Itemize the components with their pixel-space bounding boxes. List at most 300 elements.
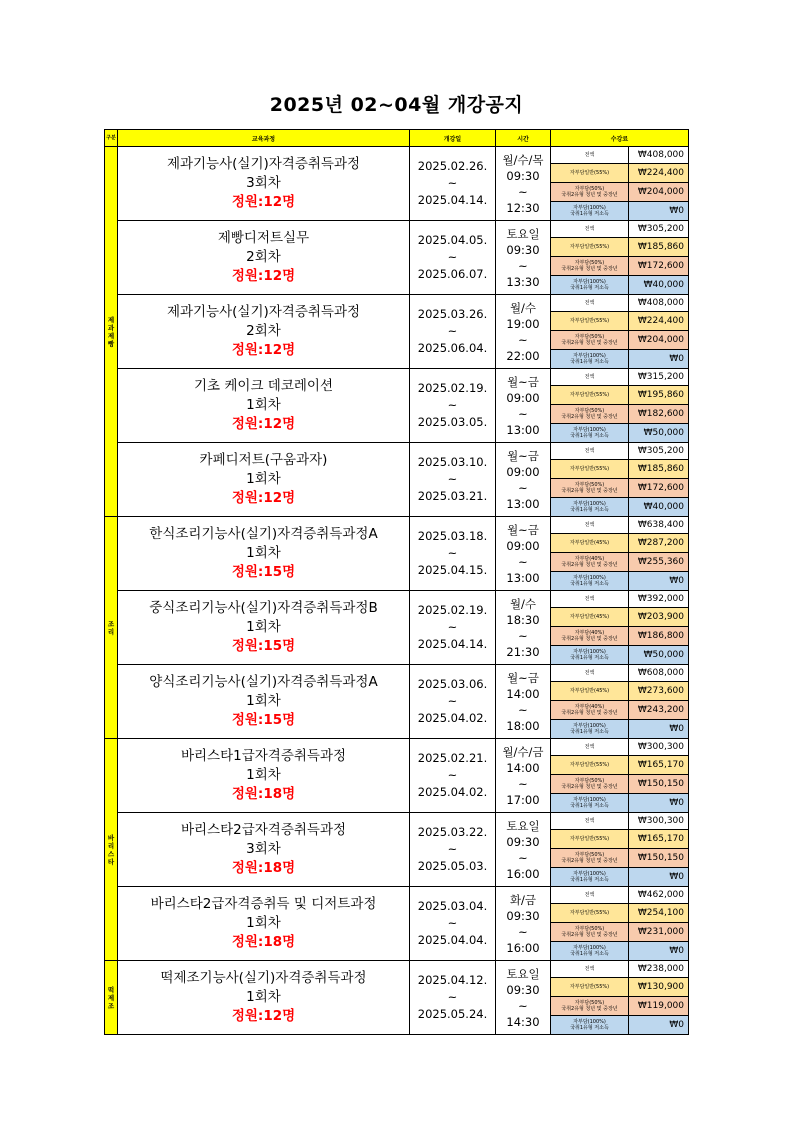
period-tilde: ~ <box>447 990 458 1004</box>
fee-cell <box>551 369 689 443</box>
time-start: 19:00 <box>506 316 540 331</box>
start-date: 2025.03.18. <box>417 529 488 543</box>
fee-label-main: 자부담일반(55%) <box>569 466 610 472</box>
fee-amount: ₩408,000 <box>637 298 684 308</box>
time-tilde: ~ <box>518 702 528 717</box>
fee-row <box>551 534 688 553</box>
fee-label-main: 자부담일반(55%) <box>569 836 610 842</box>
time-end: 13:00 <box>506 570 540 585</box>
course-capacity: 정원:18명 <box>231 860 296 876</box>
fee-amount: ₩40,000 <box>643 280 684 290</box>
fee-amount: ₩392,000 <box>637 594 684 604</box>
fee-label <box>551 257 629 275</box>
fee-row <box>551 572 688 590</box>
fee-row <box>551 1016 688 1034</box>
fee-row <box>551 221 688 238</box>
fee-row <box>551 904 688 923</box>
fee-label-main: 자부담(100%) <box>573 279 606 285</box>
period-tilde: ~ <box>447 324 458 338</box>
fee-label-main: 자부담(50%) <box>574 260 605 266</box>
class-days: 월/수 <box>509 596 537 611</box>
fee-label <box>551 202 629 220</box>
fee-row <box>551 386 688 405</box>
course-capacity: 정원:18명 <box>231 934 296 950</box>
fee-cell <box>551 443 689 517</box>
time-start: 14:00 <box>506 760 540 775</box>
course-name: 제과기능사(실기)자격증취득과정 <box>166 304 361 320</box>
time-cell <box>496 739 551 813</box>
period-cell <box>410 369 496 443</box>
course-cell <box>118 147 410 221</box>
period-tilde: ~ <box>447 398 458 412</box>
fee-label-sub: 국취1유형 저소득 <box>570 655 609 661</box>
fee-label <box>551 238 629 256</box>
fee-row <box>551 257 688 276</box>
fee-amount: ₩165,170 <box>637 760 684 770</box>
course-name: 떡제조기능사(실기)자격증취득과정 <box>160 970 367 986</box>
table-row <box>105 147 689 221</box>
fee-row <box>551 443 688 460</box>
class-days: 토요일 <box>506 966 540 981</box>
fee-label-sub: 국취2유형 청년 및 중장년 <box>561 932 618 938</box>
fee-label-main: 전액 <box>584 522 595 528</box>
fee-label-main: 자부담일반(55%) <box>569 392 610 398</box>
end-date: 2025.04.04. <box>417 933 488 947</box>
fee-label <box>551 923 629 941</box>
fee-amount: ₩195,860 <box>637 390 684 400</box>
time-start: 09:30 <box>506 908 540 923</box>
fee-row <box>551 720 688 738</box>
table-header-row <box>105 130 689 147</box>
end-date: 2025.06.07. <box>417 267 488 281</box>
fee-label-main: 전액 <box>584 226 595 232</box>
time-tilde: ~ <box>518 406 528 421</box>
course-cell <box>118 739 410 813</box>
fee-row <box>551 868 688 886</box>
time-tilde: ~ <box>518 332 528 347</box>
fee-label-sub: 국취2유형 청년 및 중장년 <box>561 192 618 198</box>
fee-row <box>551 164 688 183</box>
course-name: 양식조리기능사(실기)자격증취득과정A <box>149 674 378 690</box>
fee-label <box>551 849 629 867</box>
course-round: 1회차 <box>246 471 281 487</box>
fee-row <box>551 479 688 498</box>
fee-label-sub: 국취1유형 저소득 <box>570 359 609 365</box>
period-cell <box>410 739 496 813</box>
fee-label <box>551 424 629 442</box>
fee-amount: ₩315,200 <box>637 372 684 382</box>
fee-label <box>551 386 629 404</box>
fee-label-main: 전액 <box>584 374 595 380</box>
course-round: 1회차 <box>246 619 281 635</box>
time-tilde: ~ <box>518 924 528 939</box>
fee-row <box>551 517 688 534</box>
fee-amount: ₩254,100 <box>637 908 684 918</box>
fee-label-main: 자부담(100%) <box>573 871 606 877</box>
time-end: 17:00 <box>506 792 540 807</box>
course-name: 카페디저트(구움과자) <box>199 452 328 468</box>
header-course: 교육과정 <box>118 130 410 147</box>
fee-row <box>551 646 688 664</box>
fee-amount: ₩119,000 <box>637 1001 684 1011</box>
course-capacity: 정원:12명 <box>231 416 296 432</box>
fee-cell <box>551 887 689 961</box>
time-end: 14:30 <box>506 1014 540 1029</box>
fee-label <box>551 739 629 755</box>
fee-amount: ₩50,000 <box>643 428 684 438</box>
fee-row <box>551 238 688 257</box>
fee-label <box>551 221 629 237</box>
fee-label <box>551 460 629 478</box>
fee-label-sub: 국취1유형 저소득 <box>570 877 609 883</box>
course-round: 2회차 <box>246 323 281 339</box>
fee-amount: ₩273,600 <box>637 686 684 696</box>
fee-row <box>551 405 688 424</box>
table-row <box>105 517 689 591</box>
table-row <box>105 961 689 1035</box>
time-end: 18:00 <box>506 718 540 733</box>
fee-amount: ₩408,000 <box>637 150 684 160</box>
time-tilde: ~ <box>518 258 528 273</box>
fee-label-main: 전액 <box>584 300 595 306</box>
fee-amount: ₩300,300 <box>637 816 684 826</box>
fee-label <box>551 1016 629 1034</box>
table-row <box>105 813 689 887</box>
fee-label <box>551 868 629 886</box>
fee-label <box>551 813 629 829</box>
fee-cell <box>551 665 689 739</box>
time-end: 16:00 <box>506 940 540 955</box>
time-cell <box>496 147 551 221</box>
fee-amount: ₩0 <box>669 798 684 808</box>
fee-cell <box>551 739 689 813</box>
fee-label-main: 자부담일반(45%) <box>569 688 610 694</box>
fee-label-sub: 국취1유형 저소득 <box>570 951 609 957</box>
fee-cell <box>551 961 689 1035</box>
start-date: 2025.03.04. <box>417 899 488 913</box>
fee-label <box>551 479 629 497</box>
fee-row <box>551 369 688 386</box>
fee-label <box>551 997 629 1015</box>
fee-row <box>551 775 688 794</box>
end-date: 2025.04.02. <box>417 711 488 725</box>
table-row <box>105 665 689 739</box>
category-cell: 제과제빵 <box>105 147 118 517</box>
time-tilde: ~ <box>518 998 528 1013</box>
time-end: 16:00 <box>506 866 540 881</box>
fee-label <box>551 756 629 774</box>
fee-label <box>551 312 629 330</box>
time-cell <box>496 961 551 1035</box>
fee-amount: ₩243,200 <box>637 705 684 715</box>
period-tilde: ~ <box>447 842 458 856</box>
course-name: 바리스타2급자격증취득과정 <box>180 822 347 838</box>
period-tilde: ~ <box>447 250 458 264</box>
course-round: 1회차 <box>246 989 281 1005</box>
course-round: 1회차 <box>246 693 281 709</box>
period-cell <box>410 221 496 295</box>
class-days: 월/수/금 <box>502 744 544 759</box>
time-tilde: ~ <box>518 184 528 199</box>
fee-row <box>551 887 688 904</box>
period-tilde: ~ <box>447 620 458 634</box>
fee-label <box>551 405 629 423</box>
fee-label <box>551 534 629 552</box>
course-capacity: 정원:15명 <box>231 712 296 728</box>
fee-label <box>551 978 629 996</box>
fee-row <box>551 460 688 479</box>
table-row <box>105 887 689 961</box>
fee-label <box>551 295 629 311</box>
course-cell <box>118 443 410 517</box>
start-date: 2025.02.26. <box>417 159 488 173</box>
time-end: 21:30 <box>506 644 540 659</box>
fee-row <box>551 682 688 701</box>
fee-amount: ₩185,860 <box>637 242 684 252</box>
fee-label-main: 자부담(50%) <box>574 186 605 192</box>
fee-label-main: 자부담(100%) <box>573 1019 606 1025</box>
course-capacity: 정원:15명 <box>231 638 296 654</box>
start-date: 2025.02.19. <box>417 603 488 617</box>
course-round: 2회차 <box>246 249 281 265</box>
course-name: 바리스타1급자격증취득과정 <box>180 748 347 764</box>
fee-amount: ₩165,170 <box>637 834 684 844</box>
header-fee: 수강료 <box>551 130 689 147</box>
fee-amount: ₩238,000 <box>637 964 684 974</box>
time-start: 09:30 <box>506 242 540 257</box>
course-cell <box>118 665 410 739</box>
course-cell <box>118 295 410 369</box>
fee-amount: ₩0 <box>669 576 684 586</box>
fee-row <box>551 942 688 960</box>
fee-label <box>551 147 629 163</box>
time-end: 12:30 <box>506 200 540 215</box>
fee-label-sub: 국취1유형 저소득 <box>570 433 609 439</box>
category-cell: 조리 <box>105 517 118 739</box>
fee-label <box>551 572 629 590</box>
table-row <box>105 295 689 369</box>
course-name: 기초 케이크 데코레이션 <box>194 378 333 394</box>
time-start: 14:00 <box>506 686 540 701</box>
fee-row <box>551 665 688 682</box>
time-start: 09:00 <box>506 538 540 553</box>
time-cell <box>496 887 551 961</box>
time-end: 13:30 <box>506 274 540 289</box>
fee-amount: ₩185,860 <box>637 464 684 474</box>
fee-amount: ₩150,150 <box>637 853 684 863</box>
fee-row <box>551 295 688 312</box>
fee-label-main: 전액 <box>584 818 595 824</box>
course-capacity: 정원:12명 <box>231 490 296 506</box>
fee-label-sub: 국취2유형 청년 및 중장년 <box>561 414 618 420</box>
fee-row <box>551 350 688 368</box>
fee-label <box>551 627 629 645</box>
class-days: 월/수 <box>509 300 537 315</box>
fee-label <box>551 720 629 738</box>
course-round: 1회차 <box>246 767 281 783</box>
fee-label-main: 전액 <box>584 448 595 454</box>
time-end: 13:00 <box>506 422 540 437</box>
period-cell <box>410 887 496 961</box>
end-date: 2025.03.21. <box>417 489 488 503</box>
course-cell <box>118 887 410 961</box>
end-date: 2025.04.15. <box>417 563 488 577</box>
class-days: 월~금 <box>507 522 539 537</box>
header-time: 시간 <box>496 130 551 147</box>
course-capacity: 정원:12명 <box>231 342 296 358</box>
table-row <box>105 221 689 295</box>
fee-label <box>551 794 629 812</box>
fee-label <box>551 646 629 664</box>
time-tilde: ~ <box>518 628 528 643</box>
fee-label-main: 자부담(100%) <box>573 649 606 655</box>
course-cell <box>118 813 410 887</box>
fee-label-sub: 국취2유형 청년 및 중장년 <box>561 710 618 716</box>
fee-amount: ₩182,600 <box>637 409 684 419</box>
fee-label-main: 자부담일반(55%) <box>569 318 610 324</box>
fee-row <box>551 978 688 997</box>
fee-label-sub: 국취1유형 저소득 <box>570 803 609 809</box>
fee-label-main: 자부담(50%) <box>574 926 605 932</box>
fee-row <box>551 608 688 627</box>
fee-label-main: 전액 <box>584 892 595 898</box>
fee-label-main: 자부담(100%) <box>573 353 606 359</box>
time-start: 18:30 <box>506 612 540 627</box>
period-cell <box>410 665 496 739</box>
fee-label-sub: 국취2유형 청년 및 중장년 <box>561 488 618 494</box>
course-schedule-table <box>104 129 689 1035</box>
course-capacity: 정원:15명 <box>231 564 296 580</box>
course-cell <box>118 961 410 1035</box>
end-date: 2025.06.04. <box>417 341 488 355</box>
fee-label-sub: 국취2유형 청년 및 중장년 <box>561 340 618 346</box>
period-cell <box>410 813 496 887</box>
fee-label <box>551 904 629 922</box>
class-days: 월/수/목 <box>502 152 544 167</box>
start-date: 2025.02.19. <box>417 381 488 395</box>
fee-row <box>551 591 688 608</box>
fee-amount: ₩224,400 <box>637 168 684 178</box>
fee-amount: ₩0 <box>669 354 684 364</box>
fee-row <box>551 424 688 442</box>
fee-cell <box>551 591 689 665</box>
fee-amount: ₩305,200 <box>637 446 684 456</box>
header-category: 구분 <box>105 130 118 147</box>
time-cell <box>496 813 551 887</box>
fee-row <box>551 997 688 1016</box>
fee-amount: ₩172,600 <box>637 261 684 271</box>
fee-row <box>551 498 688 516</box>
fee-label <box>551 276 629 294</box>
fee-amount: ₩287,200 <box>637 538 684 548</box>
fee-amount: ₩305,200 <box>637 224 684 234</box>
header-period: 개강일 <box>410 130 496 147</box>
time-cell <box>496 591 551 665</box>
fee-label-main: 자부담(100%) <box>573 797 606 803</box>
fee-label-main: 자부담(100%) <box>573 501 606 507</box>
time-end: 22:00 <box>506 348 540 363</box>
fee-label <box>551 183 629 201</box>
course-capacity: 정원:12명 <box>231 268 296 284</box>
table-row <box>105 443 689 517</box>
course-cell <box>118 369 410 443</box>
fee-amount: ₩204,000 <box>637 187 684 197</box>
fee-label-main: 전액 <box>584 596 595 602</box>
fee-amount: ₩224,400 <box>637 316 684 326</box>
fee-label-main: 자부담(50%) <box>574 1000 605 1006</box>
fee-label-main: 자부담(100%) <box>573 427 606 433</box>
fee-label-sub: 국취1유형 저소득 <box>570 211 609 217</box>
fee-row <box>551 276 688 294</box>
fee-label-main: 자부담(50%) <box>574 408 605 414</box>
fee-label <box>551 331 629 349</box>
fee-amount: ₩0 <box>669 872 684 882</box>
fee-amount: ₩608,000 <box>637 668 684 678</box>
time-start: 09:30 <box>506 834 540 849</box>
fee-cell <box>551 517 689 591</box>
fee-row <box>551 923 688 942</box>
fee-label <box>551 961 629 977</box>
fee-label <box>551 591 629 607</box>
fee-label-main: 자부담일반(55%) <box>569 170 610 176</box>
time-cell <box>496 665 551 739</box>
fee-amount: ₩40,000 <box>643 502 684 512</box>
course-name: 제빵디저트실무 <box>217 230 310 246</box>
period-tilde: ~ <box>447 916 458 930</box>
fee-label <box>551 350 629 368</box>
fee-row <box>551 739 688 756</box>
fee-label-sub: 국취2유형 청년 및 중장년 <box>561 1006 618 1012</box>
fee-label-main: 자부담일반(55%) <box>569 762 610 768</box>
end-date: 2025.04.02. <box>417 785 488 799</box>
fee-label <box>551 517 629 533</box>
fee-label <box>551 608 629 626</box>
period-tilde: ~ <box>447 472 458 486</box>
fee-amount: ₩0 <box>669 724 684 734</box>
fee-label <box>551 942 629 960</box>
time-tilde: ~ <box>518 776 528 791</box>
fee-label-sub: 국취1유형 저소득 <box>570 1025 609 1031</box>
end-date: 2025.04.14. <box>417 637 488 651</box>
fee-label-main: 자부담일반(55%) <box>569 910 610 916</box>
fee-label-main: 자부담일반(45%) <box>569 540 610 546</box>
time-tilde: ~ <box>518 480 528 495</box>
fee-label-sub: 국취2유형 청년 및 중장년 <box>561 636 618 642</box>
fee-label-main: 자부담(40%) <box>574 630 605 636</box>
fee-cell <box>551 221 689 295</box>
fee-cell <box>551 295 689 369</box>
fee-label <box>551 369 629 385</box>
fee-label <box>551 498 629 516</box>
fee-label-sub: 국취1유형 저소득 <box>570 285 609 291</box>
fee-label-sub: 국취2유형 청년 및 중장년 <box>561 784 618 790</box>
category-cell: 바리스타 <box>105 739 118 961</box>
course-round: 1회차 <box>246 397 281 413</box>
fee-label-main: 전액 <box>584 152 595 158</box>
fee-amount: ₩0 <box>669 1020 684 1030</box>
fee-amount: ₩203,900 <box>637 612 684 622</box>
fee-label-main: 전액 <box>584 670 595 676</box>
time-cell <box>496 221 551 295</box>
fee-amount: ₩255,360 <box>637 557 684 567</box>
fee-label <box>551 701 629 719</box>
fee-label-main: 자부담일반(55%) <box>569 244 610 250</box>
fee-label-main: 자부담(100%) <box>573 945 606 951</box>
course-capacity: 정원:12명 <box>231 194 296 210</box>
fee-row <box>551 183 688 202</box>
page-title: 2025년 02~04월 개강공지 <box>269 94 524 116</box>
start-date: 2025.04.12. <box>417 973 488 987</box>
